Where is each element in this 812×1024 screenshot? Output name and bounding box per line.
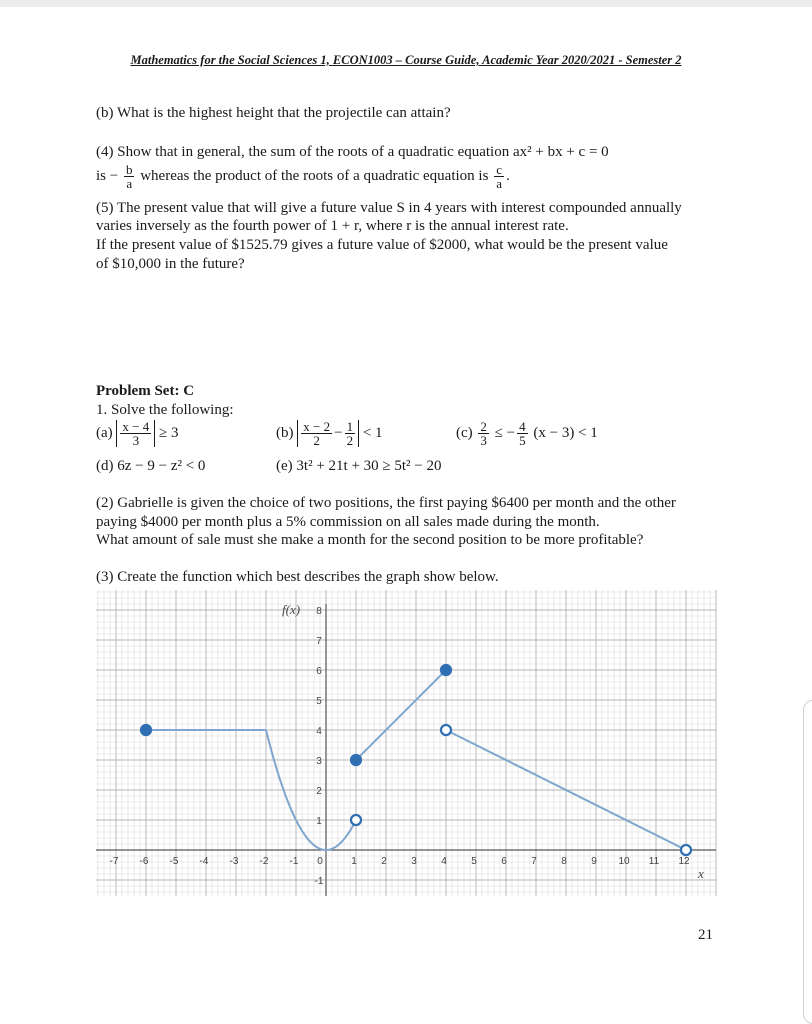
x-tick-label: -1 <box>289 856 299 867</box>
question-5-line2: varies inversely as the fourth power of 1 + r, where r is the annual interest rate. <box>96 218 569 234</box>
x-tick-label: -2 <box>259 856 269 867</box>
x-tick-label: 5 <box>471 856 477 867</box>
question-2-line3: What amount of sale must she make a month for the second position to be more profitable? <box>96 532 644 548</box>
closed-point <box>141 725 151 735</box>
problem-b-num2: 1 <box>346 419 354 434</box>
x-tick-label: 6 <box>501 856 507 867</box>
problem-a-label: (a) <box>96 424 113 441</box>
problem-b-minus: − <box>334 424 343 441</box>
problem-set-label: Problem Set <box>96 383 175 399</box>
closed-point <box>441 665 451 675</box>
x-tick-label: -4 <box>199 856 209 867</box>
q4-frac1-num: b <box>125 162 133 177</box>
q4-mid: whereas the product of the roots of a quadratic equation is <box>140 167 493 184</box>
x-tick-label: 2 <box>381 856 387 867</box>
open-point <box>441 725 451 735</box>
x-tick-label: 4 <box>441 856 447 867</box>
problem-c-mid: ≤ − <box>494 424 516 441</box>
y-tick-label: -1 <box>314 876 324 887</box>
x-tick-label: 3 <box>411 856 417 867</box>
problem-d: (d) 6z − 9 − z² < 0 <box>96 458 206 474</box>
q4-is: is − <box>96 167 119 184</box>
problem-b-rhs: < 1 <box>362 424 383 441</box>
problem-c-num2: 4 <box>519 419 526 434</box>
q4-frac2-den: a <box>496 176 502 191</box>
y-tick-label: 7 <box>316 636 322 647</box>
y-tick-label: 5 <box>316 696 322 707</box>
y-tick-label: 8 <box>316 606 322 617</box>
x-tick-label: -5 <box>169 856 179 867</box>
problem-a-num: x − 4 <box>122 419 150 434</box>
x-tick-label: -7 <box>109 856 119 867</box>
problem-c-label: (c) <box>456 424 473 441</box>
x-tick-label: 11 <box>648 856 660 867</box>
y-tick-label: 1 <box>316 816 322 827</box>
problem-b-num1: x − 2 <box>303 419 331 434</box>
x-tick-label: 9 <box>591 856 597 867</box>
question-b: (b) What is the highest height that the projectile can attain? <box>96 105 451 121</box>
problem-c-den1: 3 <box>480 433 487 448</box>
question-3: (3) Create the function which best describes the graph show below. <box>96 569 499 585</box>
solve-instruction: 1. Solve the following: <box>96 402 234 418</box>
segment-rising <box>356 670 446 760</box>
y-tick-label: 2 <box>316 786 322 797</box>
y-tick-label: 4 <box>316 726 322 737</box>
x-tick-label: 7 <box>531 856 537 867</box>
open-point <box>351 815 361 825</box>
axes <box>96 604 716 896</box>
problem-b-den1: 2 <box>313 433 320 448</box>
q4-frac2-num: c <box>496 162 502 177</box>
question-5-line4: of $10,000 in the future? <box>96 256 245 272</box>
problem-a-rhs: ≥ 3 <box>159 424 179 441</box>
x-tick-label: 8 <box>561 856 567 867</box>
problem-c-num1: 2 <box>480 419 487 434</box>
y-tick-label: 6 <box>316 666 322 677</box>
page-number: 21 <box>698 927 713 943</box>
problem-e: (e) 3t² + 21t + 30 ≥ 5t² − 20 <box>276 458 442 474</box>
problem-a-den: 3 <box>132 433 140 448</box>
x-tick-label: 10 <box>618 856 630 867</box>
question-2-line1: (2) Gabrielle is given the choice of two positions, the first paying $6400 per month and the other <box>96 495 676 511</box>
question-2-line2: paying $4000 per month plus a 5% commission on all sales made during the month. <box>96 514 600 530</box>
x-tick-label: -3 <box>229 856 239 867</box>
x-tick-label: 0 <box>317 856 323 867</box>
problem-b-label: (b) <box>276 424 294 441</box>
problem-c-rhs: (x − 3) < 1 <box>533 424 598 441</box>
scroll-hint-panel <box>803 700 812 1024</box>
page-header: Mathematics for the Social Sciences 1, ECON1003 – Course Guide, Academic Year 2020/2021 - Semester 2 <box>130 53 682 67</box>
q4-end: . <box>505 167 510 184</box>
x-tick-label: 1 <box>351 856 357 867</box>
x-axis-label: x <box>698 866 704 881</box>
question-5-line3: If the present value of $1525.79 gives a future value of $2000, what would be the present value <box>96 237 668 253</box>
x-tick-label: -6 <box>139 856 149 867</box>
problem-c-den2: 5 <box>519 433 526 448</box>
y-axis-label: f(x) <box>282 602 301 617</box>
problem-set-letter: : C <box>174 383 195 399</box>
x-tick-label: 12 <box>678 856 690 867</box>
y-tick-label: 3 <box>316 756 322 767</box>
question-5-line1: (5) The present value that will give a future value S in 4 years with interest compounded annually <box>96 200 682 216</box>
question-4-line1: (4) Show that in general, the sum of the roots of a quadratic equation ax² + bx + c = 0 <box>96 144 609 160</box>
closed-point <box>351 755 361 765</box>
problem-b-den2: 2 <box>346 433 354 448</box>
open-point <box>681 845 691 855</box>
q4-frac1-den: a <box>126 176 133 191</box>
